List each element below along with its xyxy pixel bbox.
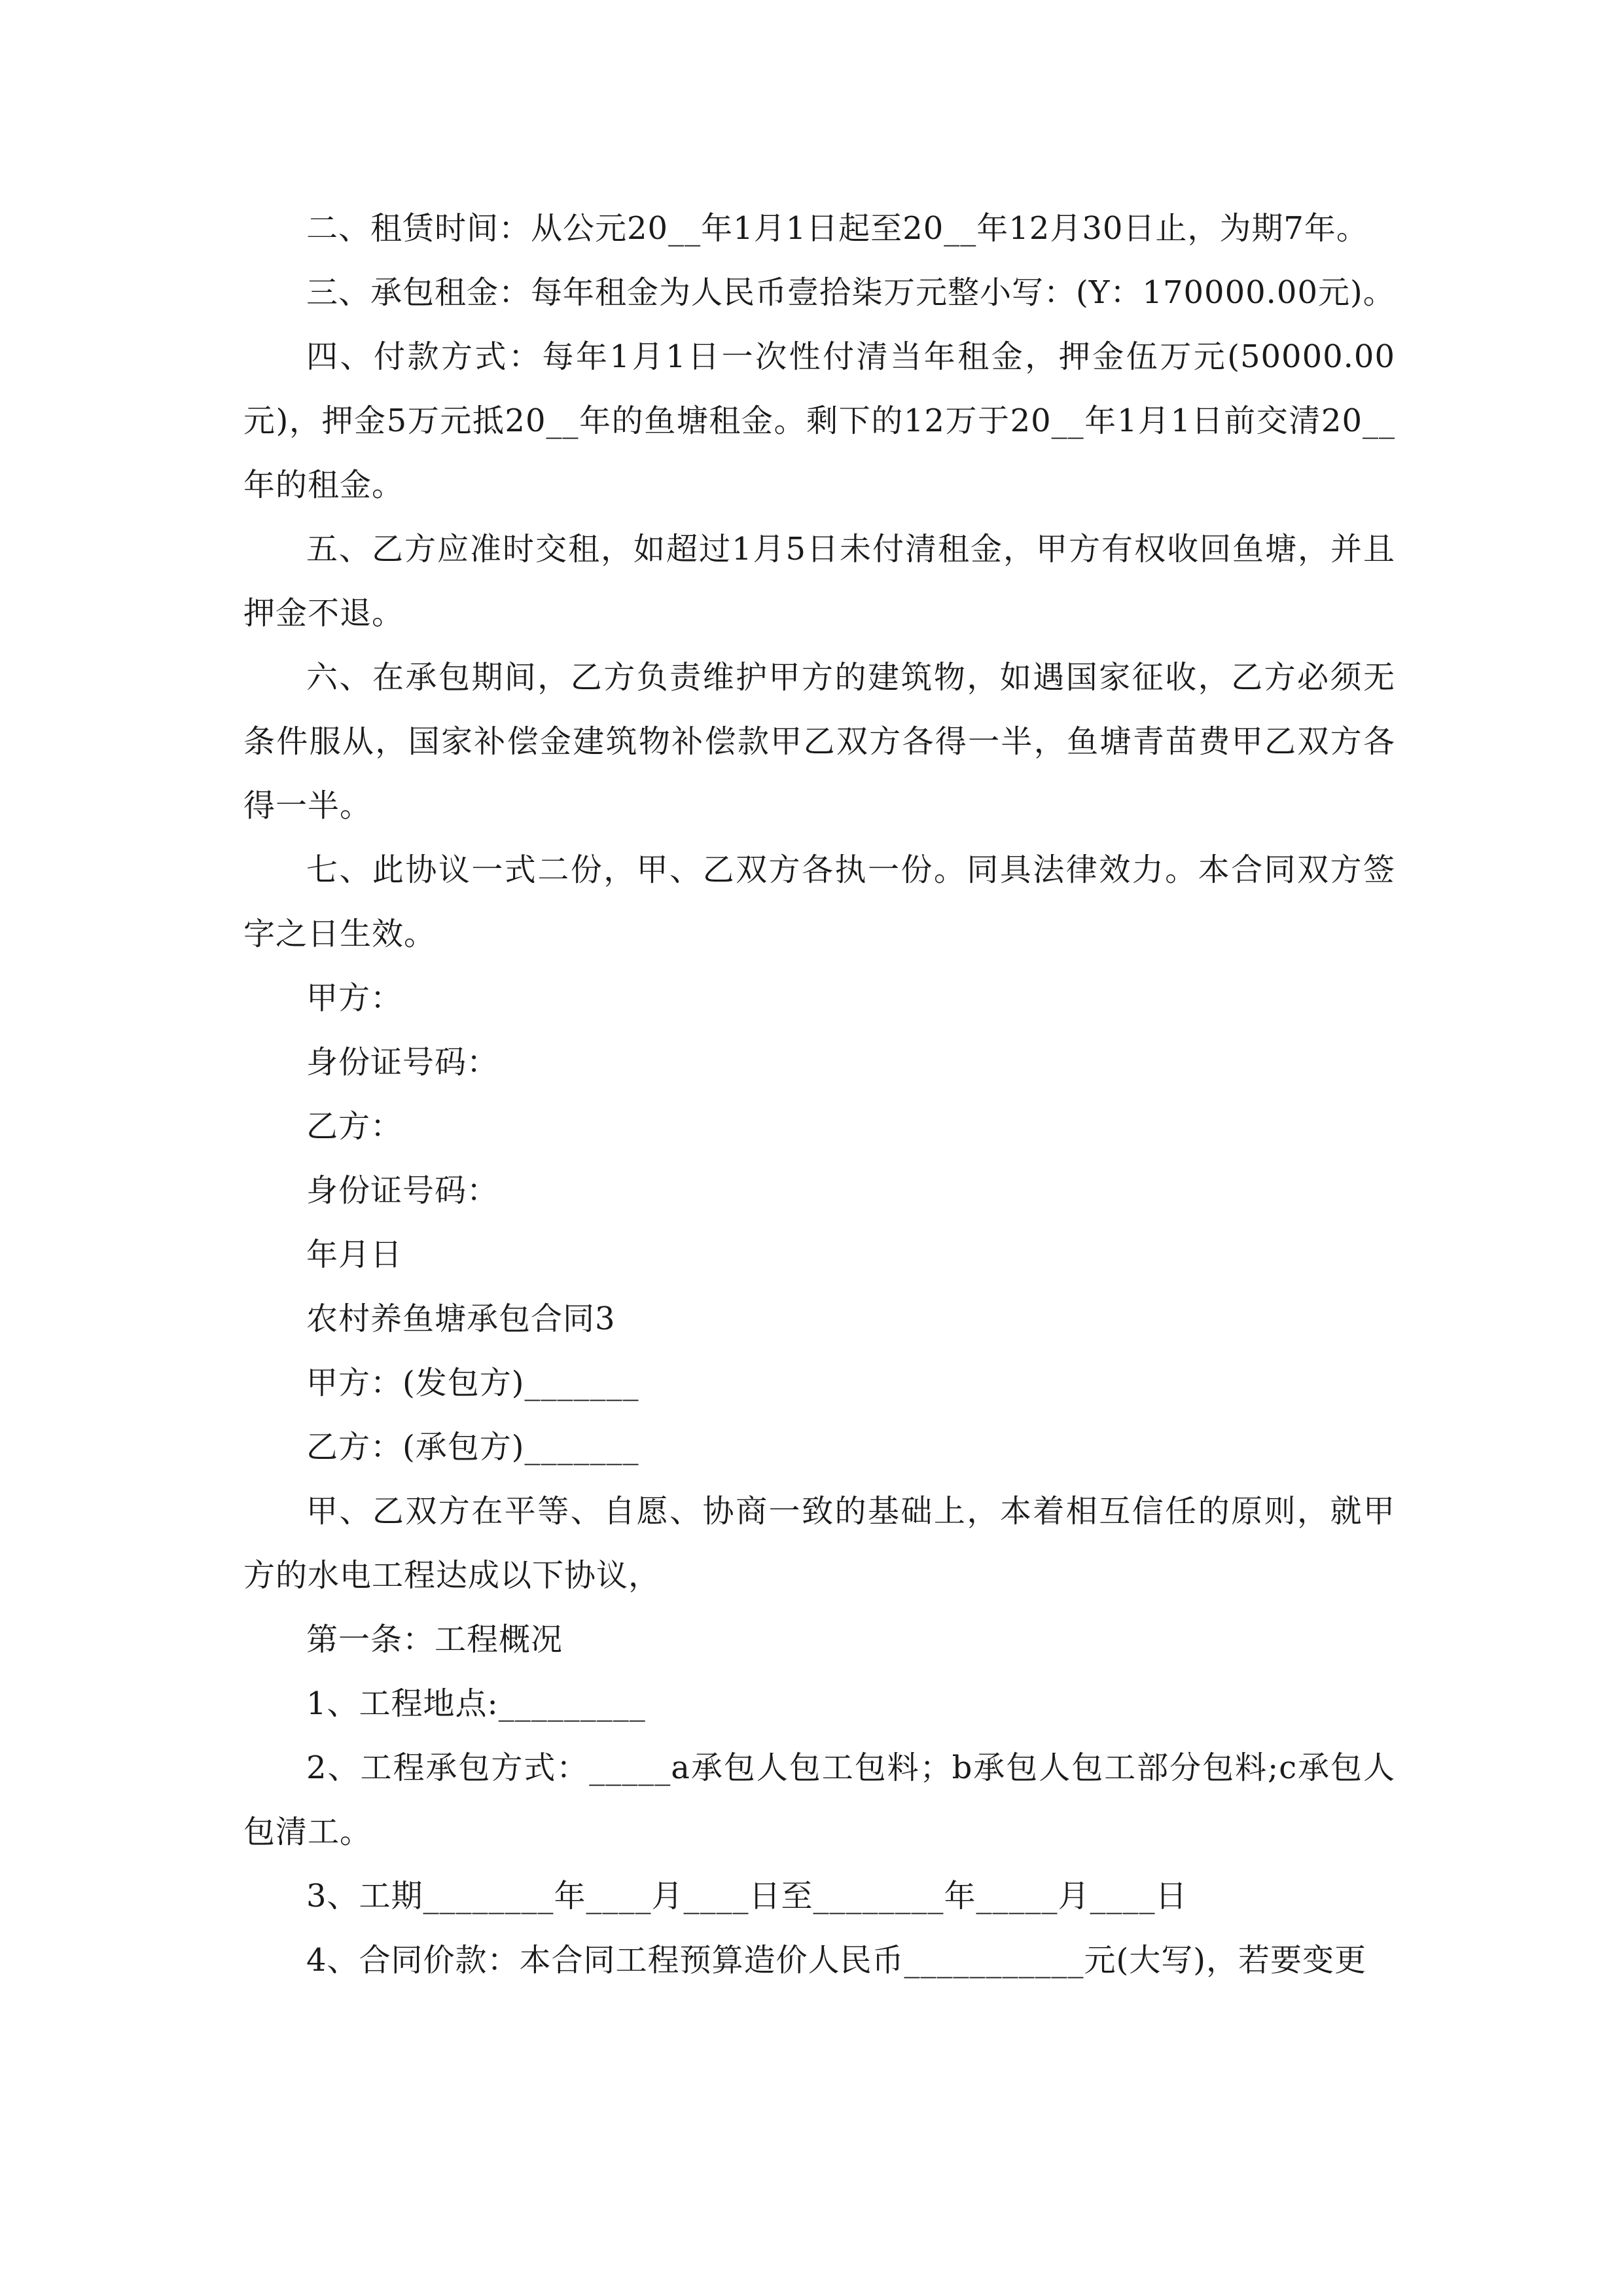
- party-a-label: 甲方：: [306, 980, 403, 1016]
- clause-maintenance: 六、在承包期间，乙方负责维护甲方的建筑物，如遇国家征收，乙方必须无条件服从，国家补偿金建筑物补偿款甲乙双方各得一半，鱼塘青苗费甲乙双方各得一半。: [243, 659, 1395, 824]
- party-b-label: 乙方：: [306, 1108, 403, 1145]
- party-b-id-label: 身份证号码：: [306, 1172, 499, 1209]
- clause-late-payment: 五、乙方应准时交租，如超过1月5日未付清租金，甲方有权收回鱼塘，并且押金不退。: [243, 531, 1395, 632]
- article-one-heading: 第一条：工程概况: [306, 1621, 563, 1658]
- item-contract-price: 4、合同价款：本合同工程预算造价人民币___________元(大写)，若要变更: [306, 1942, 1366, 1979]
- item-duration: 3、工期________年____月____日至________年_____月____日: [306, 1878, 1188, 1914]
- clause-rent: 三、承包租金：每年租金为人民币壹拾柒万元整小写：(Y：170000.00元)。: [306, 274, 1395, 311]
- party-b-contractor: 乙方：(承包方)_______: [306, 1429, 639, 1465]
- clause-copies: 七、此协议一式二份，甲、乙双方各执一份。同具法律效力。本合同双方签字之日生效。: [243, 852, 1395, 952]
- item-contract-method: 2、工程承包方式：_____a承包人包工包料；b承包人包工部分包料;c承包人包清工。: [243, 1749, 1395, 1850]
- contract-title: 农村养鱼塘承包合同3: [306, 1300, 616, 1337]
- contract-text: [243, 196, 1395, 1992]
- preamble: 甲、乙双方在平等、自愿、协商一致的基础上，本着相互信任的原则，就甲方的水电工程达成以下协议，: [243, 1493, 1395, 1594]
- clause-payment-method: 四、付款方式：每年1月1日一次性付清当年租金，押金伍万元(50000.00元)，押金5万元抵20__年的鱼塘租金。剩下的12万于20__年1月1日前交清20__年的租金。: [243, 338, 1395, 503]
- date-line: 年月日: [306, 1236, 403, 1273]
- clause-lease-period: 二、租赁时间：从公元20__年1月1日起至20__年12月30日止，为期7年。: [306, 210, 1368, 247]
- party-a-id-label: 身份证号码：: [306, 1044, 499, 1081]
- party-a-contractor: 甲方：(发包方)_______: [306, 1365, 639, 1401]
- item-location: 1、工程地点:_________: [306, 1685, 646, 1722]
